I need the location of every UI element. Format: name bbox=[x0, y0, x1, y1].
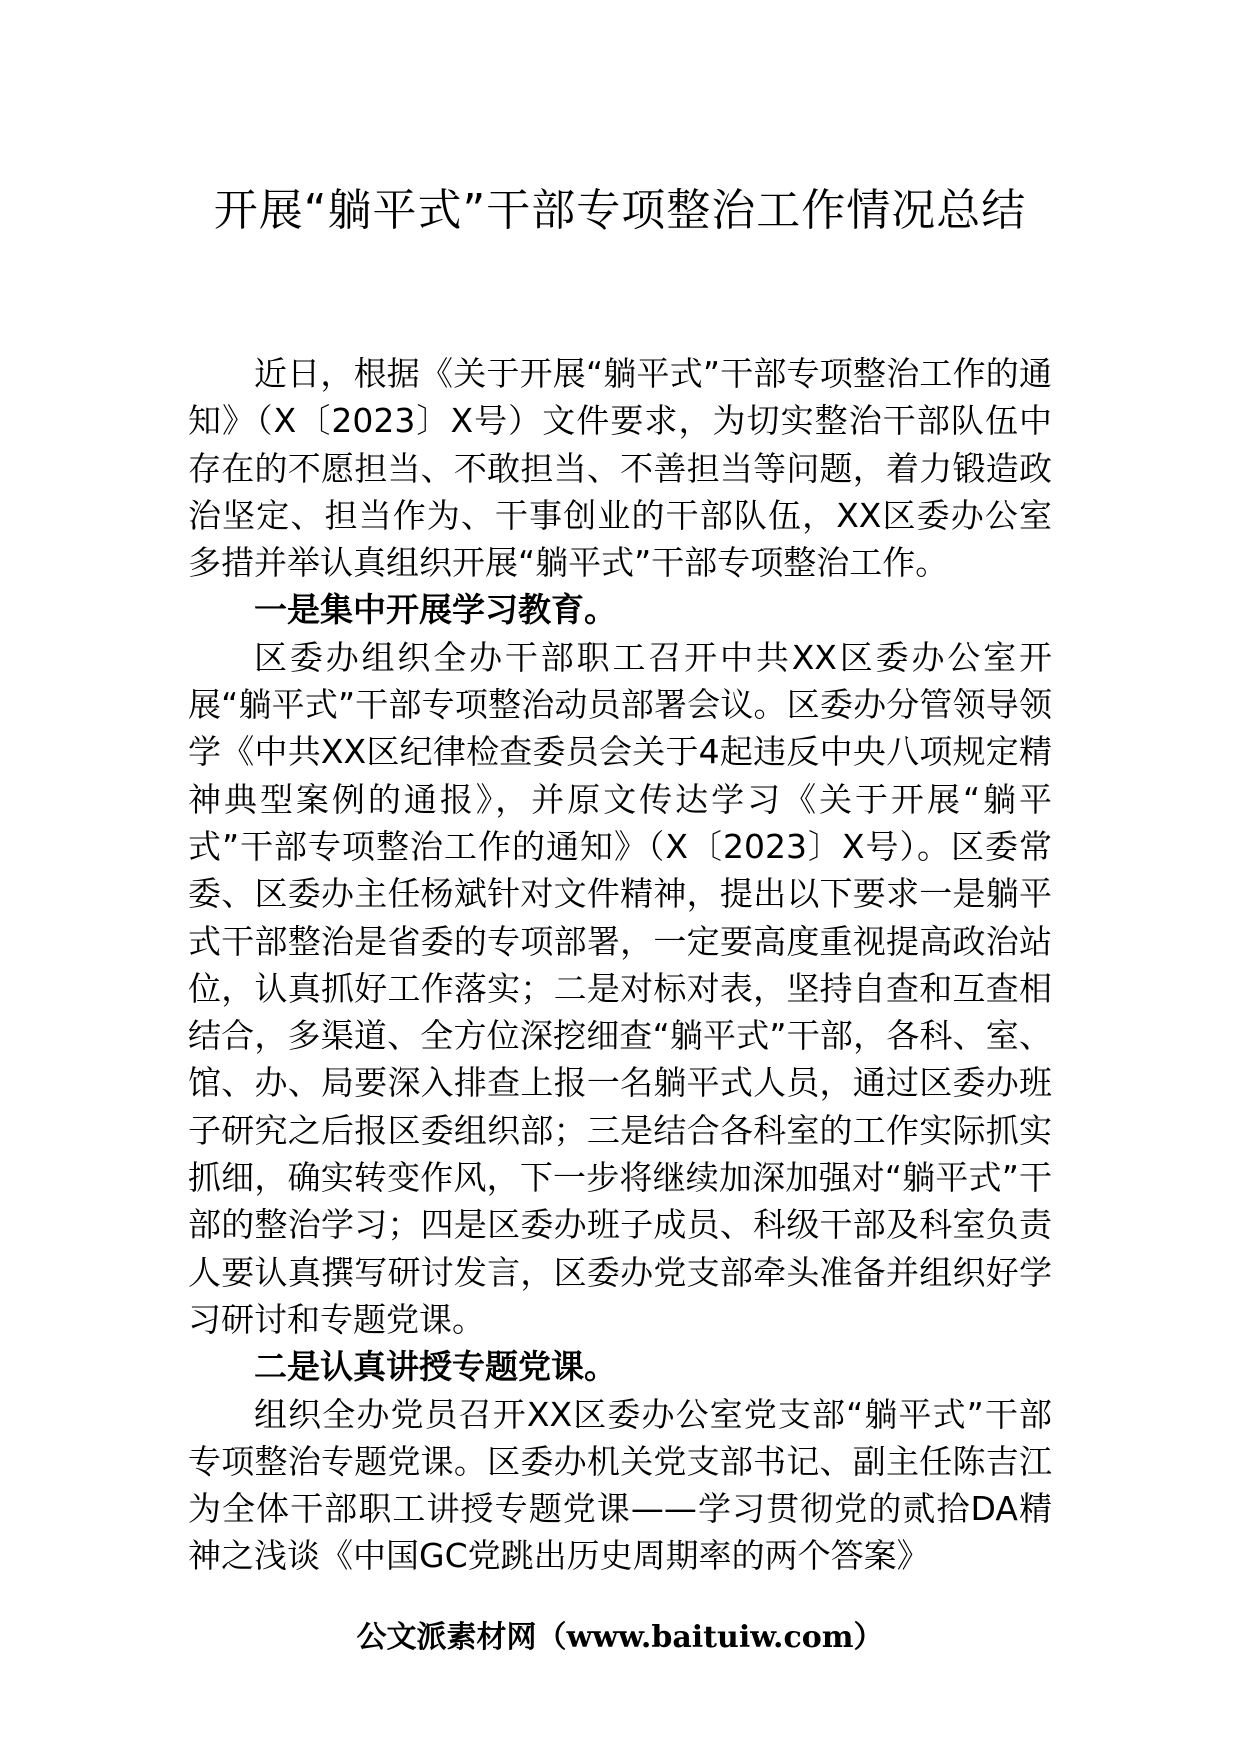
document-body bbox=[188, 350, 1052, 1580]
section-heading-2: 二是认真讲授专题党课。 bbox=[254, 1347, 617, 1387]
section-heading-1: 一是集中开展学习教育。 bbox=[254, 590, 617, 630]
section-2-paragraph: 组织全办党员召开XX区委办公室党支部“躺平式”干部专项整治专题党课。区委办机关党支部书记、副主任陈吉江为全体干部职工讲授专题党课——学习贯彻党的贰拾DA精神之浅谈《中国GC党跳出历史周期率的两个答案》 bbox=[188, 1394, 1052, 1576]
page-footer-source: 公文派素材网（www.baituiw.com） bbox=[356, 1620, 884, 1655]
section-1-paragraph: 区委办组织全办干部职工召开中共XX区委办公室开展“躺平式”干部专项整治动员部署会议。区委办分管领导领学《中共XX区纪律检查委员会关于4起违反中央八项规定精神典型案例的通报》，并原文传达学习《关于开展“躺平式”干部专项整治工作的通知》（X〔2023〕X号）。区委常委、区委办主任杨斌针对文件精神，提出以下要求一是躺平式干部整治是省委的专项部署，一定要高度重视提高政治站位，认真抓好工作落实；二是对标对表，坚持自查和互查相结合，多渠道、全方位深挖细查“躺平式”干部，各科、室、馆、办、局要深入排查上报一名躺平式人员，通过区委办班子研究之后报区委组织部；三是结合各科室的工作实际抓实抓细，确实转变作风，下一步将继续加深加强对“躺平式”干部的整治学习；四是区委办班子成员、科级干部及科室负责人要认真撰写研讨发言，区委办党支部牵头准备并组织好学习研讨和专题党课。 bbox=[188, 637, 1052, 1339]
intro-paragraph: 近日，根据《关于开展“躺平式”干部专项整治工作的通知》（X〔2023〕X号）文件要求，为切实整治干部队伍中存在的不愿担当、不敢担当、不善担当等问题，着力锻造政治坚定、担当作为、干事创业的干部队伍，XX区委办公室多措并举认真组织开展“躺平式”干部专项整治工作。 bbox=[188, 354, 1052, 583]
document-title: 开展“躺平式”干部专项整治工作情况总结 bbox=[213, 185, 1027, 236]
